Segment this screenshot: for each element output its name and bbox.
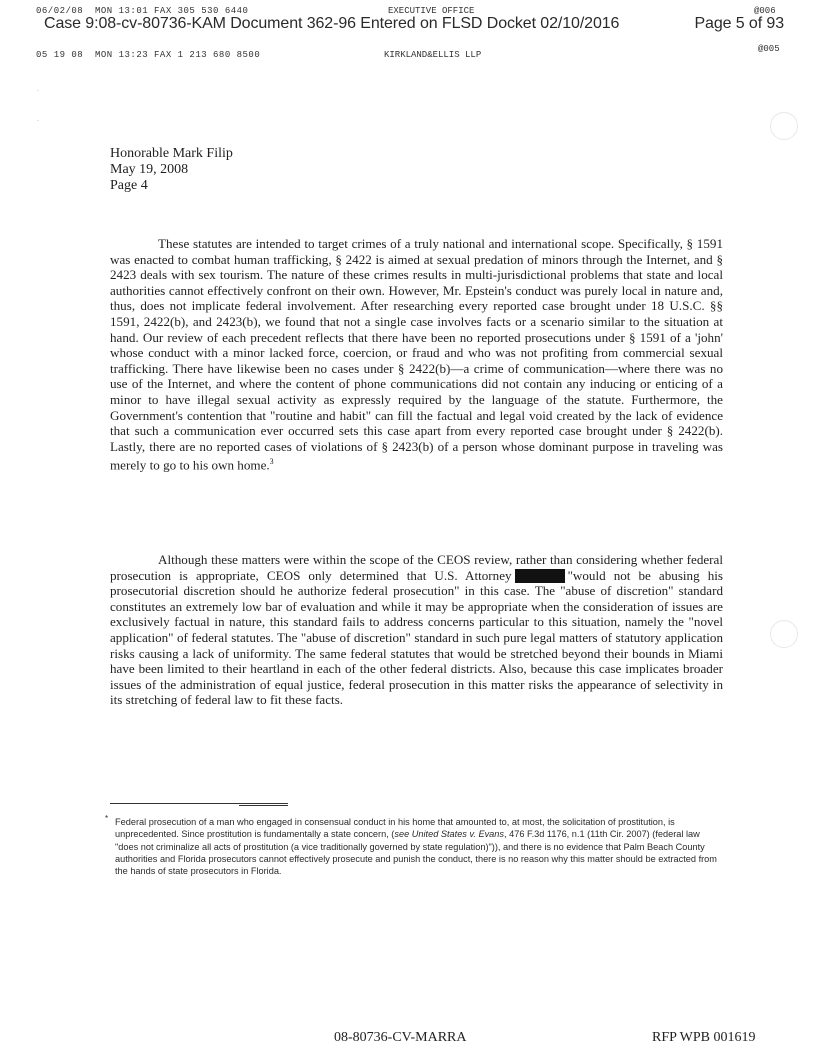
ecf-case-text: Case 9:08-cv-80736-KAM Document 362-96 Entered on FLSD Docket 02/10/2016 <box>44 15 620 32</box>
paragraph-2-text-before: Although these matters were within the scope of the CEOS review, rather than considering whether federal prosecution is appropriate, CEOS only determined that U.S. Attorney <box>110 552 723 583</box>
scan-artifact <box>770 620 798 648</box>
fax-header-page-mark-2: @005 <box>758 44 780 54</box>
body-paragraph-2 <box>110 552 723 708</box>
footnote-marker: * <box>105 814 109 823</box>
footer-case-number: 08-80736-CV-MARRA <box>334 1030 467 1045</box>
footnote-divider-extension <box>239 805 288 806</box>
paragraph-1-text: These statutes are intended to target crimes of a truly national and international scope. Specifically, § 1591 was enacted to combat human trafficking, § 2422 is aimed at sexual predation of minors through the Internet, and § 2423 deals with sex tourism. The nature of these crimes results in multi-jurisdictional problems that state and local authorities cannot effectively confront on their own. However, Mr. Epstein's conduct was purely local in nature and, thus, does not implicate federal involvement. After researching every reported case brought under 18 U.S.C. §§ 1591, 2422(b), and 2423(b), we found that not a single case involves facts or a scenario similar to the situation at hand. Our review of each precedent reflects that there have been no reported prosecutions under § 1591 of a 'john' whose conduct with a minor lacked force, coercion, or fraud and who was not profiting from commercial sexual trafficking. There have likewise been no cases under § 2422(b)—a crime of communication—where there was no use of the Internet, and where the content of phone communications did not contain any inducing or enticing of a minor to have illegal sexual activity as expressly required by the language of the statute. Furthermore, the Government's contention that "routine and habit" can fill the factual and legal void created by the lack of evidence that such a communication ever occurred sets this case apart from every reported case brought under § 2422(b). Lastly, there are no reported cases of violations of § 2423(b) of a person whose dominant purpose in traveling was merely to go to his own home. <box>110 236 723 473</box>
fax-header-line-2: 05 19 08 MON 13:23 FAX 1 213 680 8500 <box>36 50 261 60</box>
footnote-reference: 3 <box>269 457 274 467</box>
paragraph-2-text-after: "would not be abusing his prosecutorial discretion should he authorize federal prosecution" in this case. The "abuse of discretion" standard constitutes an extremely low bar of evaluation and while it may be appropriate when the consideration of issues are exclusively factual in nature, this standard fails to address concerns particular to this situation, namely the "novel application" of federal statutes. The "abuse of discretion" standard in such pure legal matters of statutory application risks causing a lack of uniformity. The same federal statutes that would be stretched beyond their bounds in Miami have been limited to their heartland in each of the other federal districts. Also, because this case implicates broader issues of the administration of equal justice, federal prosecution in this matter risks the appearance of selectivity in its stretching of federal law to fit these facts. <box>110 567 723 708</box>
footnote <box>105 814 725 877</box>
page-label: Page 4 <box>110 178 148 193</box>
footnote-divider <box>110 803 288 804</box>
fax-header-line-1: 06/02/08 MON 13:01 FAX 305 530 6440 <box>36 6 249 16</box>
scan-artifact <box>770 112 798 140</box>
body-paragraph-1 <box>110 236 723 473</box>
footnote-text-before: Federal prosecution of a man who engaged in consensual conduct in his home that amounted to, at most, the solicitation of prostitution, is unprecedented. Since prostitution is fundamentally a state concern, ( <box>115 817 675 840</box>
footnote-text-after: , 476 F.3d 1176, n.1 (11th Cir. 2007) (federal law "does not criminalize all acts of prostitution (a vice traditionally governed by state regulation)")), and there is no evidence that Palm Beach County authorities and Florida prosecutors cannot effectively prosecute and punish the conduct, there is no reason why this matter should be extracted from the hands of state prosecutors in Florida. <box>115 829 717 877</box>
letter-heading <box>110 146 233 194</box>
redaction-block <box>515 569 565 583</box>
addressee: Honorable Mark Filip <box>110 146 233 161</box>
letter-date: May 19, 2008 <box>110 162 189 177</box>
scan-speck: · <box>37 118 39 124</box>
footnote-citation: see United States v. Evans <box>394 829 505 840</box>
ecf-page-text: Page 5 of 93 <box>694 15 784 32</box>
scan-speck: · <box>37 88 39 94</box>
footer-bates-number: RFP WPB 001619 <box>652 1030 756 1045</box>
fax-header-page-mark-1: @006 <box>754 6 776 16</box>
fax-header-sender-2: KIRKLAND&ELLIS LLP <box>384 50 482 60</box>
fax-header-sender-1: EXECUTIVE OFFICE <box>388 6 475 16</box>
